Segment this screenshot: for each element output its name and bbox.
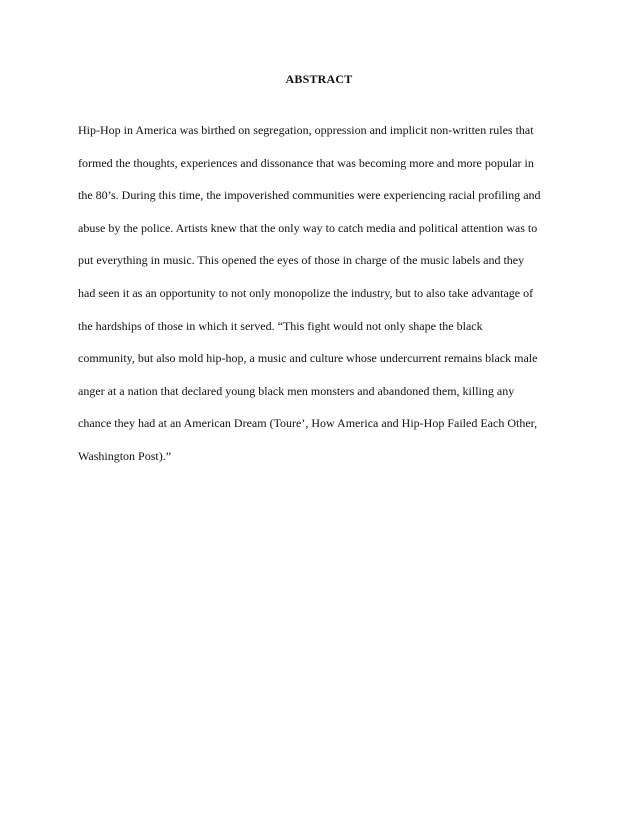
text-line: had seen it as an opportunity to not only monopolize the industry, but to also take advantage of bbox=[78, 285, 534, 300]
text-line: Hip-Hop in America was birthed on segregation, oppression and implicit non-written rules that bbox=[78, 123, 534, 137]
text-line: put everything in music. This opened the eyes of those in charge of the music labels and they bbox=[78, 253, 525, 268]
abstract-body bbox=[78, 122, 578, 481]
text-line: anger at a nation that declared young black men monsters and abandoned them, killing any bbox=[78, 383, 515, 398]
text-line: the 80’s. During this time, the impoverished communities were experiencing racial profiling and bbox=[78, 188, 541, 203]
text-line: formed the thoughts, experiences and dissonance that was becoming more and more popular in bbox=[78, 155, 534, 170]
text-line: abuse by the police. Artists knew that the only way to catch media and political attention was to bbox=[78, 220, 538, 235]
text-line: the hardships of those in which it served. “This fight would not only shape the black bbox=[78, 318, 483, 333]
text-line: chance they had at an American Dream (Toure’, How America and Hip-Hop Failed Each Other, bbox=[78, 416, 538, 431]
text-line: Washington Post).” bbox=[78, 448, 172, 463]
text-line: community, but also mold hip-hop, a music and culture whose undercurrent remains black male bbox=[78, 351, 538, 366]
abstract-heading: ABSTRACT bbox=[285, 72, 353, 86]
